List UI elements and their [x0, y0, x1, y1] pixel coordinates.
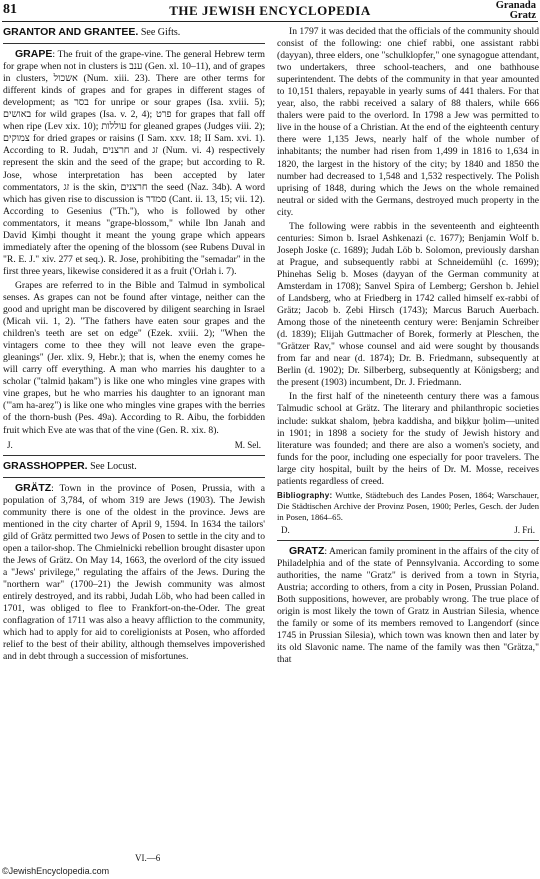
gratz-signature-author: J. Fri. — [514, 525, 535, 535]
gratz-town-heading: GRÄTZ — [15, 481, 52, 494]
grape-signature-initial: J. — [7, 439, 13, 450]
gratz-officials-paragraph: In 1797 it was decided that the officials of the community should consist of the following: one chief rabbi, one assistant rabbi (dayyan), three elders, one "schulklopfer," one synagogue attendant, two undertakers, three school-teachers, and one bathhouse superintendent. The debts of the community in that year amounted to 10,151 thalers, repayable in yearly sums of 441 thalers. For that year, also, the rabbi received a salary of 88 thalers, while 666 thalers were paid to the overlord. In 1798 a Jew was permitted to live in the house of a Christian. At the end of the eighteenth century there were 1,135 Jews, nearly half of the whole number of inhabitants; the number had risen from 1,499 in 1816 to 1,634 in 1820, the largest in the history of the city; by 1840 and 1850 the number had decreased to 1,548 and 1,532 respectively. The Polish uprising of 1848, during which the Jews on the whole remained neutral or sided with the Germans, destroyed much property in the city. — [277, 26, 540, 218]
grape-signature — [3, 439, 265, 451]
grantor-see-ref: See Gifts. — [138, 27, 181, 38]
sheet-mark: VI.—6 — [135, 853, 161, 863]
grape-signature-author: M. Sel. — [234, 439, 261, 450]
gratz-family-text: : American family prominent in the affairs of the city of Philadelphia and of the state of Pennsylvania. According to some authorities, the name "Gratz" is derived from a town in Styria, Austria; according to others, from a city in Posen, Prussian Poland. Both suppositions, however, are probably wrong. The true place of origin is most likely the town of Gratz in Austrian Silesia, whence the family or some of its members removed to Langendorf (since 1745 in Prussian Silesia), which town was known then and later by its old Slavonic name. The name of the family was then "Grätza," that — [277, 546, 539, 666]
bibliography — [277, 490, 539, 522]
gratz-rabbis-paragraph — [277, 221, 539, 390]
running-head-first: Granada — [495, 0, 536, 11]
site-credit: ©JewishEncyclopedia.com — [2, 866, 110, 876]
header-divider — [2, 21, 538, 22]
rabbis-list: Simon b. Israel Ashkenazi (c. 1677); Benjamin Wolf b. Joseph Joske (c. 1689); Judah Löb b. Solomon, previously darshan at Prague, and subsequently rabbi at Schneidemühl (c. 1699); Phinehas Selig b. Moses (dayyan of the German community at Amsterdam in 1708); Sanvel Spira of Lemberg; Gershon b. Jehiel of Landsberg, who at Friedberg in 1742 called himself ex-rabbi of Grätz; Jacob b. Ẓebi Hirsch (1743); Marcus Baruch Auerbach. Among those of the nineteenth century were: Benjamin Schreiber (d. 1839); Elijah Guttmacher of Borek, formerly at Pleschen, the "Grätzer Rav," whose counsel and aid were sought by thousands from far and near (d. 1874); Dr. B. Friedmann, subsequently at Berlin (d. 1902); Dr. Silberberg, subsequently at Königsberg; and the present (1903) incumbent, Dr. J. Friedmann. — [277, 232, 539, 389]
rabbis-intro: The following were rabbis in the seventeenth and eighteenth centuries: — [277, 220, 539, 244]
gratz-signature-initial: D. — [281, 525, 290, 535]
section-divider — [3, 43, 265, 44]
section-divider — [277, 540, 539, 541]
right-column — [277, 26, 539, 856]
running-head-last: Gratz — [509, 10, 536, 21]
gratz-town-signature — [277, 524, 539, 536]
page-number: 81 — [3, 2, 17, 17]
gratz-family-heading: GRATZ — [289, 545, 325, 558]
grasshopper-heading: GRASSHOPPER. — [3, 459, 88, 472]
grape-heading: GRAPE — [15, 48, 53, 61]
left-column — [3, 26, 265, 852]
bibliography-label: Bibliography: — [277, 490, 333, 500]
gratz-town-paragraph — [3, 482, 265, 664]
grape-paragraph-2: Grapes are referred to in the Bible and Talmud in symbolical senses. As grapes can not be found after vintage, neither can the good and upright man be discovered by diligent searching in Israel (Micah vii. 1, 2). "The fathers have eaten sour grapes and the children's teeth are set on edge" (Ezek. xviii. 2); "When the vintagers come to thee they will not leave even the grape-gleanings" (Jer. xlix. 9, Hebr.); that is, when the enemy comes he will carry off everything. A man who marries his daughter to a scholar ("talmid ḥakam") is like one who mingles vine grapes with vine grapes, but he who marries his daughter to an ignorant man ("'am ha-areẓ") is like one who mingles vine grapes with the berries of the thorn-bush (Pes. 49a). According to R. Aibu, the forbidden fruit which Eve ate was that of the vine (Gen. R. xix. 8). — [3, 279, 265, 436]
grape-paragraph-1 — [3, 48, 265, 278]
gratz-town-text: : Town in the province of Posen, Prussia, with a population of 3,784, of whom 319 are Jews (1903). The Jewish community there is one of the oldest in the province. Jews are mentioned in the city charter of April 9, 1594. In 1634 the tailors' gild of Grätz permitted two Jews of Posen to settle in the city and to open a tailor-shop. The Chmielnicki rebellion brought disaster upon the Jews of Grätz. On May 14, 1663, the overlord of the city issued a "Jews' privilege," regulating the affairs of the Jews. During the "northern war" (1700–21) the Jewish community was almost entirely destroyed, and its rabbi, Judah Löb, who had been called in 1701, was obliged to flee to Frankfort-on-the-Oder. The great conflagration of 1711 was also a heavy affliction to the community, which had to apply for aid to coreligionists at Posen, who afforded relief to the best of their ability, although themselves impoverished and in debt through a succession of misfortunes. — [3, 482, 265, 663]
section-divider — [3, 455, 265, 456]
grasshopper-see-ref: See Locust. — [87, 460, 137, 472]
section-divider — [3, 477, 265, 478]
grape-text-1: : The fruit of the grape-vine. The general Hebrew term for grape when not in clusters is ענב (Gen. xl. 10–11), and of grapes in clusters, אשכול (Num. xiii. 23). There are other terms for different kinds of grapes and for grapes in different stages of development; as בסר for unripe or sour grapes (Isa. xviii. 5); באושים for wild grapes (Isa. v. 2, 4); פרט for grapes that fall off when ripe (Lev xix. 10); עוללות for gleaned grapes (Judges viii. 2); צמוקים for dried grapes or raisins (I Sam. xxv. 18; II Sam. xvi. 1). According to R. Judah, חרצנים and זג (Num. vi. 4) respectively represent the skin and the seed of the grape; but according to R. Jose, whose interpretation has been accepted by later commentators, זג is the skin, חרצנים the seed (Naz. 34b). A word which has given rise to discussion is סמדר (Cant. ii. 13, 15; vii. 12). According to Gesenius ("Th."), who is followed by other commentators, it means "grape-blossom," while Ibn Janah and David Ḳimḥi thought it meant the young grape which appears immediately after the opening of the blossom (see Rubens Duval in "R. E. J." xiv. 277 et seq.). R. Jose, prohibiting the "semadar" in the first three years, likewise considered it as a fruit ('Orlah i. 7). — [3, 49, 266, 277]
grantor-entry — [3, 26, 265, 39]
running-head — [496, 1, 536, 21]
bibliography-text: Wuttke, Städtebuch des Landes Posen, 1864; Warschauer, Die Städtischen Archive der Provinz Posen, 1900; Perles, Gesch. der Juden in Posen, 1864–65. — [277, 489, 539, 522]
gratz-family-paragraph — [277, 545, 539, 666]
gratz-societies-paragraph: In the first half of the nineteenth century there was a famous Talmudic school at Grätz. The literary and philanthropic societies include: sukkat shalom, ḥebra kaddisha, and biḳḳur ḥolim—united in 1901; in 1898 a society for the study of Jewish history and literature was founded; and there are also a women's society, and funds for the poor, including one especially for poor travelers. The large city hospital, built by the heirs of Dr. M. Mosse, receives patients regardless of creed. — [277, 391, 539, 487]
journal-title: THE JEWISH ENCYCLOPEDIA — [169, 3, 371, 18]
grantor-heading: GRANTOR AND GRANTEE. — [3, 26, 139, 38]
grasshopper-entry — [3, 460, 265, 473]
